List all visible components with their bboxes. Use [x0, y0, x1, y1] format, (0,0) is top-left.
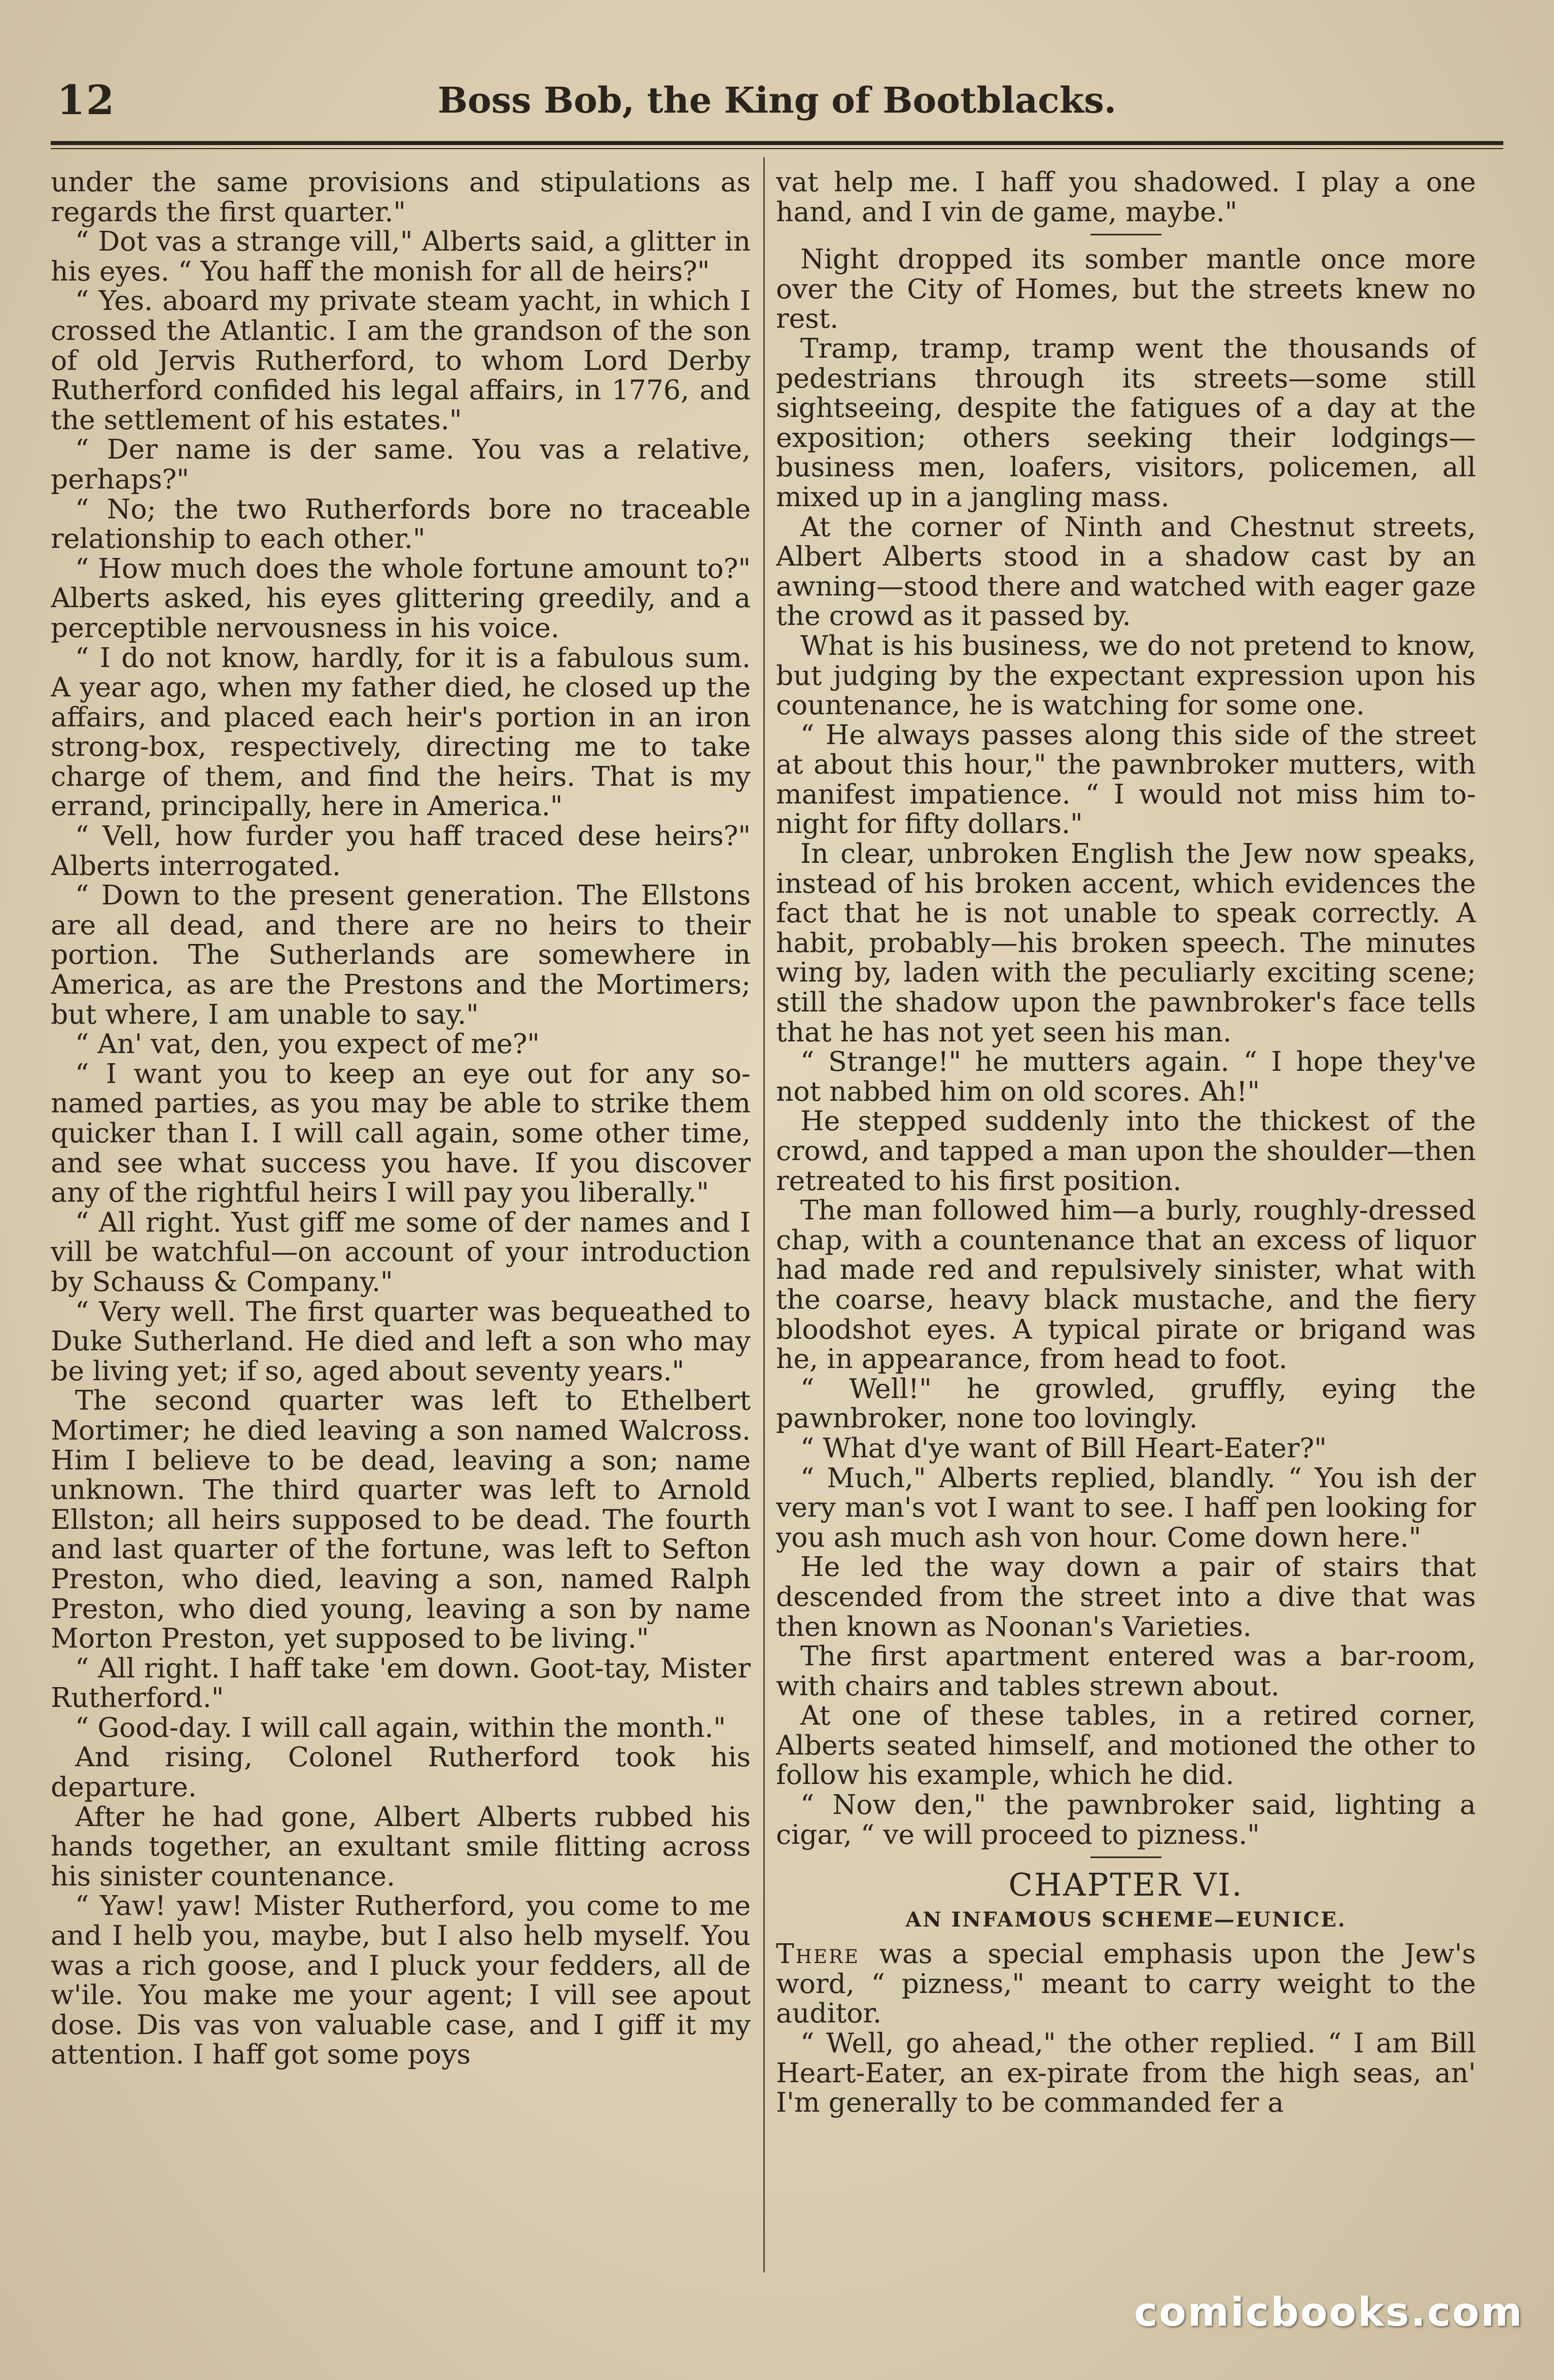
paragraph: “ Much," Alberts replied, blandly. “ You ish der very man's vot I want to see. I haff pen looking for you ash much ash von hour. Come down here.": [776, 1461, 1476, 1553]
page-number: 12: [57, 76, 116, 124]
paragraph: “ Vell, how furder you haff traced dese heirs?" Alberts interrogated.: [51, 820, 751, 882]
paragraph: vat help me. I haff you shadowed. I play a one hand, and I vin de game, maybe.": [776, 167, 1476, 228]
section-separator: [1090, 1857, 1161, 1858]
paragraph: “ He always passes along this side of the street at about this hour," the pawnbroker mutters, with manifest impatience. “ I would not miss him to-night for fifty dollars.": [776, 718, 1476, 840]
section-separator: [1090, 234, 1161, 235]
paragraph: The second quarter was left to Ethelbert Mortimer; he died leaving a son named Walcross. Him I believe to be dead, leaving a son; name unknown. The third quarter was left to Arnold Ellston; all heirs supposed to be dead. The fourth and last quarter of the fortune, was left to Sefton Preston, who died, leaving a son, named Ralph Preston, who died young, leaving a son by name Morton Preston, yet supposed to be living.": [51, 1384, 751, 1655]
paragraph: After he had gone, Albert Alberts rubbed his hands together, an exultant smile flitting across his sinister countenance.: [51, 1800, 751, 1892]
paragraph: He stepped suddenly into the thickest of the crowd, and tapped a man upon the shoulder—then retreated to his first position.: [776, 1105, 1476, 1197]
paragraph: “ No; the two Rutherfords bore no traceable relationship to each other.": [51, 493, 751, 555]
paragraph: “ All right. Yust giff me some of der names and I vill be watchful—on account of your introduction by Schauss & Company.": [51, 1206, 751, 1298]
paragraph: At one of these tables, in a retired corner, Alberts seated himself, and motioned the other to follow his example, which he did.: [776, 1699, 1476, 1791]
drop-word: There: [776, 1938, 860, 1970]
paragraph: “ Der name is der same. You vas a relative, perhaps?": [51, 433, 751, 495]
paragraph: At the corner of Ninth and Chestnut streets, Albert Alberts stood in a shadow cast by an awning—stood there and watched with eager gaze the crowd as it passed by.: [776, 510, 1476, 632]
site-watermark: comicbooks.com: [1134, 2290, 1524, 2335]
paragraph: “ All right. I haff take 'em down. Goot-tay, Mister Rutherford.": [51, 1652, 751, 1714]
column-divider: [763, 157, 765, 2272]
paragraph: “ Yaw! yaw! Mister Rutherford, you come to me and I helb you, maybe, but I also helb myself. You was a rich goose, and I pluck your fedders, all de w'ile. You make me your agent; I vill see apout dose. Dis vas von valuable case, and I giff it my attention. I haff got some poys: [51, 1889, 751, 2071]
chapter-opening-paragraph: [776, 1939, 1476, 2028]
paragraph: What is his business, we do not pretend to know, but judging by the expectant expression upon his countenance, he is watching for some one.: [776, 629, 1476, 721]
paragraph: In clear, unbroken English the Jew now speaks, instead of his broken accent, which evidences the fact that he is not unable to speak correctly. A habit, probably—his broken speech. The minutes wing by, laden with the peculiarly exciting scene; still the shadow upon the pawnbroker's face tells that he has not yet seen his man.: [776, 837, 1476, 1048]
paragraph: The man followed him—a burly, roughly-dressed chap, with a countenance that an excess of liquor had made red and repulsively sinister, what with the coarse, heavy black mustache, and the fiery bloodshot eyes. A typical pirate or brigand was he, in appearance, from head to foot.: [776, 1194, 1476, 1375]
paragraph: “ Now den," the pawnbroker said, lighting a cigar, “ ve will proceed to pizness.": [776, 1789, 1476, 1850]
paragraph: “ Strange!" he mutters again. “ I hope they've not nabbed him on old scores. Ah!": [776, 1045, 1476, 1107]
paragraph: “ Good-day. I will call again, within the month.": [75, 1711, 726, 1743]
paragraph: “ How much does the whole fortune amount to?" Alberts asked, his eyes glittering greedily, and a perceptible nervousness in his voice.: [51, 552, 751, 644]
paragraph: under the same provisions and stipulations as regards the first quarter.": [51, 167, 751, 228]
paragraph: The first apartment entered was a bar-room, with chairs and tables strewn about.: [776, 1640, 1476, 1702]
right-column: [776, 167, 1476, 2262]
paragraph: “ Well, go ahead," the other replied. “ I am Bill Heart-Eater, an ex-pirate from the high seas, an' I'm generally to be commanded fer a: [776, 2027, 1476, 2119]
paragraph: Tramp, tramp, tramp went the thousands of pedestrians through its streets—some still sightseeing, despite the fatigues of a day at the exposition; others seeking their lodgings—business men, loafers, visitors, policemen, all mixed up in a jangling mass.: [776, 332, 1476, 513]
paragraph: “ I want you to keep an eye out for any so-named parties, as you may be able to strike them quicker than I. I will call again, some other time, and see what success you have. If you discover any of the rightful heirs I will pay you liberally.": [51, 1057, 751, 1209]
paragraph: “ What d'ye want of Bill Heart-Eater?": [800, 1431, 1327, 1464]
paragraph: He led the way down a pair of stairs that descended from the street into a dive that was then known as Noonan's Varieties.: [776, 1551, 1476, 1642]
chapter-subtitle: AN INFAMOUS SCHEME—EUNICE.: [905, 1908, 1347, 1932]
paragraph: “ I do not know, hardly, for it is a fabulous sum. A year ago, when my father died, he closed up the affairs, and placed each heir's portion in an iron strong-box, respectively, directing me to take charge of them, and find the heirs. That is my errand, principally, here in America.": [51, 641, 751, 822]
chapter-title: CHAPTER VI.: [1008, 1866, 1244, 1904]
running-title: Boss Bob, the King of Bootblacks.: [437, 79, 1117, 121]
running-head: [51, 76, 1503, 132]
opening-text: was a special emphasis upon the Jew's word, “ pizness," meant to carry weight to the auditor.: [776, 1938, 1476, 2029]
paragraph: “ Dot vas a strange vill," Alberts said, a glitter in his eyes. “ You haff the monish for all de heirs?": [51, 225, 751, 287]
paragraph: “ An' vat, den, you expect of me?": [75, 1028, 540, 1060]
paragraph: And rising, Colonel Rutherford took his departure.: [51, 1741, 751, 1803]
left-column: [51, 167, 751, 2262]
paragraph: “ Down to the present generation. The Ellstons are all dead, and there are no heirs to their portion. The Sutherlands are somewhere in America, as are the Prestons and the Mortimers; but where, I am unable to say.": [51, 879, 751, 1030]
paragraph: “ Yes. aboard my private steam yacht, in which I crossed the Atlantic. I am the grandson of the son of old Jervis Rutherford, to whom Lord Derby Rutherford confided his legal affairs, in 1776, and the settlement of his estates.": [51, 285, 751, 436]
paragraph: “ Well!" he growled, gruffly, eying the pawnbroker, none too lovingly.: [776, 1372, 1476, 1434]
paragraph: Night dropped its somber mantle once more over the City of Homes, but the streets knew no rest.: [776, 243, 1476, 335]
header-rule: [51, 141, 1503, 149]
paragraph: “ Very well. The first quarter was bequeathed to Duke Sutherland. He died and left a son who may be living yet; if so, aged about seventy years.": [51, 1295, 751, 1387]
